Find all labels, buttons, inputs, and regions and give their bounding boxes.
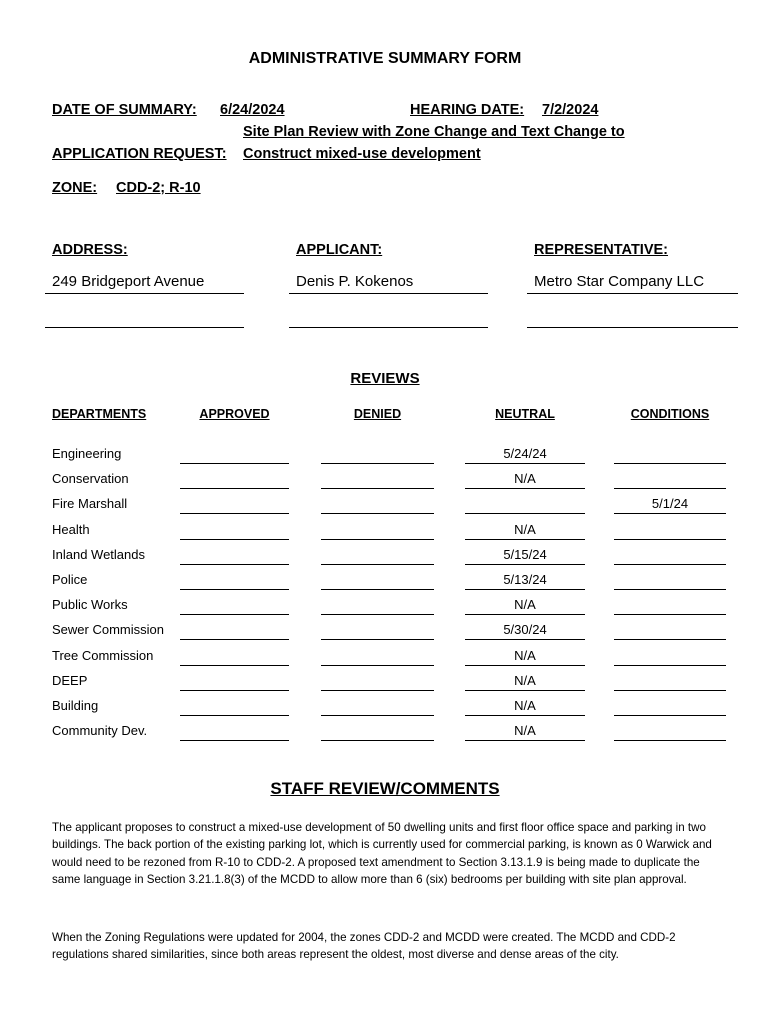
staff-comment-paragraph-1: The applicant proposes to construct a mixed-use development of 50 dwelling units and first floor office space and parking in two buildings. The back portion of the existing parking lot, which is currently used for commercial parking, is known as 0 Warwick and would need to be rezoned from R-10 to CDD-2. A proposed text amendment to Section 3.13.1.9 is being made to duplicate the same language in Section 3.21.1.8(3) of the MCDD to allow more than 6 (six) bedrooms per building with site plan approval. bbox=[52, 821, 712, 887]
representative-underline bbox=[527, 293, 738, 294]
review-cell-conditions bbox=[614, 471, 726, 489]
representative-label: REPRESENTATIVE: bbox=[534, 242, 669, 258]
date-of-summary-value: 6/24/2024 bbox=[220, 102, 285, 118]
reviews-title: REVIEWS bbox=[350, 370, 420, 387]
review-cell-approved bbox=[180, 622, 289, 640]
review-cell-neutral: 5/30/24 bbox=[465, 622, 585, 640]
col-departments: DEPARTMENTS bbox=[52, 407, 147, 421]
review-cell-approved bbox=[180, 547, 289, 565]
review-cell-conditions bbox=[614, 597, 726, 615]
review-cell-denied bbox=[321, 698, 434, 716]
review-cell-denied bbox=[321, 471, 434, 489]
review-cell-neutral: N/A bbox=[465, 522, 585, 540]
review-cell-conditions bbox=[614, 622, 726, 640]
review-cell-conditions bbox=[614, 547, 726, 565]
form-title: ADMINISTRATIVE SUMMARY FORM bbox=[248, 50, 522, 67]
review-cell-conditions bbox=[614, 648, 726, 666]
review-cell-neutral: N/A bbox=[465, 471, 585, 489]
review-cell-neutral: N/A bbox=[465, 597, 585, 615]
review-cell-denied bbox=[321, 522, 434, 540]
review-cell-neutral: N/A bbox=[465, 673, 585, 691]
department-name: Building bbox=[52, 698, 99, 713]
department-name: Community Dev. bbox=[52, 723, 148, 738]
review-cell-denied bbox=[321, 622, 434, 640]
review-cell-conditions bbox=[614, 698, 726, 716]
col-neutral: NEUTRAL bbox=[495, 407, 555, 421]
review-cell-conditions bbox=[614, 522, 726, 540]
department-name: Tree Commission bbox=[52, 648, 154, 663]
applicant-label: APPLICANT: bbox=[296, 242, 383, 258]
review-cell-approved bbox=[180, 446, 289, 464]
review-cell-approved bbox=[180, 572, 289, 590]
review-cell-denied bbox=[321, 547, 434, 565]
department-name: Police bbox=[52, 572, 88, 587]
application-request-line1: Site Plan Review with Zone Change and Text Change to bbox=[243, 124, 625, 140]
review-cell-approved bbox=[180, 698, 289, 716]
staff-review-title: STAFF REVIEW/COMMENTS bbox=[270, 779, 500, 798]
department-name: Conservation bbox=[52, 471, 129, 486]
review-cell-neutral: 5/15/24 bbox=[465, 547, 585, 565]
review-cell-neutral: 5/13/24 bbox=[465, 572, 585, 590]
application-request-line2: Construct mixed-use development bbox=[243, 146, 481, 162]
address-blank-line bbox=[45, 327, 244, 328]
col-conditions: CONDITIONS bbox=[630, 407, 710, 421]
review-cell-conditions: 5/1/24 bbox=[614, 496, 726, 514]
review-cell-denied bbox=[321, 597, 434, 615]
applicant-underline bbox=[289, 293, 488, 294]
review-cell-conditions bbox=[614, 673, 726, 691]
review-cell-denied bbox=[321, 648, 434, 666]
address-label: ADDRESS: bbox=[52, 242, 128, 258]
review-cell-neutral bbox=[465, 496, 585, 514]
zone-label: ZONE: bbox=[52, 180, 98, 196]
department-name: Engineering bbox=[52, 446, 122, 461]
review-cell-approved bbox=[180, 597, 289, 615]
application-request-label: APPLICATION REQUEST: bbox=[52, 146, 227, 162]
review-cell-approved bbox=[180, 471, 289, 489]
staff-comment-paragraph-2: When the Zoning Regulations were updated for 2004, the zones CDD-2 and MCDD were created. The MCDD and CDD-2 regulations shared similarities, since both areas represent the oldest, most diverse and dense areas of the city. bbox=[52, 931, 676, 962]
zone-value: CDD-2; R-10 bbox=[116, 180, 201, 196]
review-cell-denied bbox=[321, 673, 434, 691]
review-cell-denied bbox=[321, 723, 434, 741]
col-denied: DENIED bbox=[353, 407, 402, 421]
review-cell-approved bbox=[180, 496, 289, 514]
date-of-summary-label: DATE OF SUMMARY: bbox=[52, 102, 197, 118]
hearing-date-label: HEARING DATE: bbox=[410, 102, 525, 118]
review-cell-conditions bbox=[614, 572, 726, 590]
review-cell-denied bbox=[321, 446, 434, 464]
department-name: Public Works bbox=[52, 597, 128, 612]
review-cell-conditions bbox=[614, 446, 726, 464]
review-cell-neutral: N/A bbox=[465, 648, 585, 666]
review-cell-approved bbox=[180, 648, 289, 666]
applicant-value: Denis P. Kokenos bbox=[296, 273, 414, 290]
department-name: Fire Marshall bbox=[52, 496, 128, 511]
review-cell-neutral: N/A bbox=[465, 698, 585, 716]
review-cell-conditions bbox=[614, 723, 726, 741]
review-cell-approved bbox=[180, 522, 289, 540]
review-cell-neutral: N/A bbox=[465, 723, 585, 741]
department-name: Inland Wetlands bbox=[52, 547, 145, 562]
address-value: 249 Bridgeport Avenue bbox=[52, 273, 205, 290]
department-name: Sewer Commission bbox=[52, 622, 164, 637]
address-underline bbox=[45, 293, 244, 294]
review-cell-approved bbox=[180, 723, 289, 741]
review-cell-approved bbox=[180, 673, 289, 691]
review-cell-denied bbox=[321, 496, 434, 514]
representative-blank-line bbox=[527, 327, 738, 328]
department-name: DEEP bbox=[52, 673, 88, 688]
col-approved: APPROVED bbox=[199, 407, 270, 421]
review-cell-denied bbox=[321, 572, 434, 590]
review-cell-neutral: 5/24/24 bbox=[465, 446, 585, 464]
hearing-date-value: 7/2/2024 bbox=[542, 102, 599, 118]
applicant-blank-line bbox=[289, 327, 488, 328]
department-name: Health bbox=[52, 522, 90, 537]
representative-value: Metro Star Company LLC bbox=[534, 273, 705, 290]
